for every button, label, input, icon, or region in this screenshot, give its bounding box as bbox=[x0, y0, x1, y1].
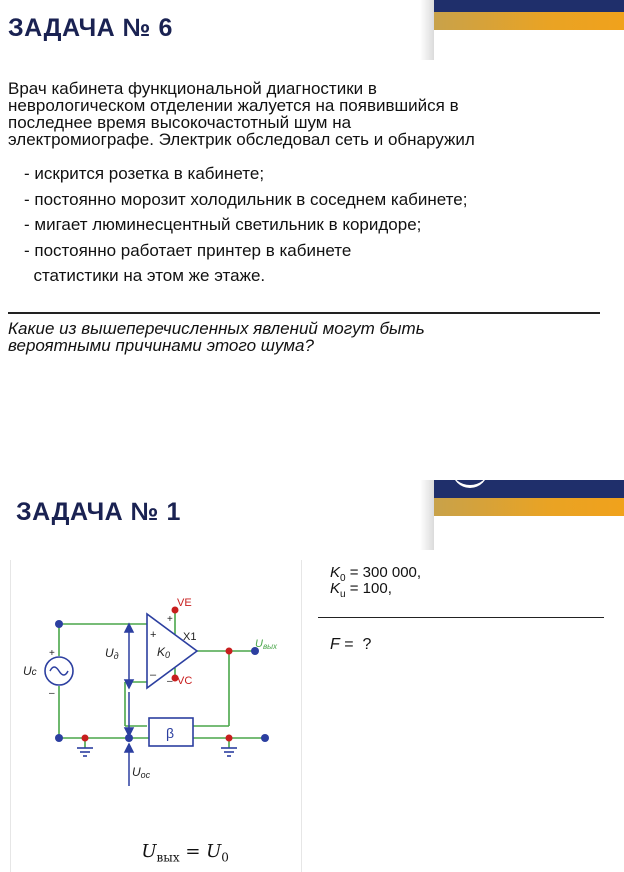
formula-rhs-symbol: U bbox=[206, 841, 222, 862]
uos-subscript: ос bbox=[140, 770, 151, 780]
list-item: - искрится розетка в кабинете; bbox=[24, 164, 265, 183]
svg-text:Uд bbox=[105, 646, 119, 661]
given-divider bbox=[318, 617, 604, 618]
paragraph-line: электромиографе. Электрик обследовал сеть и обнаружил bbox=[8, 130, 475, 149]
uvyx-symbol: U bbox=[255, 638, 263, 650]
paragraph-line: Врач кабинета функциональной диагностики в bbox=[8, 79, 377, 98]
ud-symbol: U bbox=[105, 646, 114, 660]
list-item: - постоянно работает принтер в кабинете bbox=[24, 241, 352, 260]
k0-value: = 300 000, bbox=[345, 564, 422, 581]
paragraph-line: неврологическом отделении жалуется на появившийся в bbox=[8, 96, 459, 115]
svg-text:Uос bbox=[132, 765, 151, 780]
circuit-panel bbox=[10, 560, 302, 872]
divider-line bbox=[8, 312, 600, 314]
beta-label: β bbox=[166, 725, 175, 741]
ud-subscript: д bbox=[113, 651, 119, 661]
ku-subscript: u bbox=[340, 589, 346, 600]
ku-symbol: K bbox=[330, 580, 341, 597]
formula-lhs-symbol: U bbox=[141, 841, 157, 862]
svg-text:Uc bbox=[23, 664, 37, 678]
slide-title: ЗАДАЧА № 6 bbox=[8, 14, 173, 42]
uc-symbol: U bbox=[23, 664, 32, 678]
source-minus: – bbox=[49, 688, 55, 699]
slide-title: ЗАДАЧА № 1 bbox=[16, 498, 181, 526]
list-item: - мигает люминесцентный светильник в коридоре; bbox=[24, 215, 422, 234]
formula-lhs-subscript: вых bbox=[156, 850, 180, 865]
list-item: - постоянно морозит холодильник в соседнем кабинете; bbox=[24, 190, 468, 209]
ve-plus: + bbox=[167, 614, 173, 625]
header-banner bbox=[434, 0, 624, 30]
ve-label: VE bbox=[177, 597, 192, 609]
question-text bbox=[8, 320, 568, 354]
ku-value: = 100, bbox=[345, 580, 392, 597]
paragraph-line: последнее время высокочастотный шум на bbox=[8, 113, 352, 132]
problem-paragraph bbox=[8, 80, 608, 148]
uc-subscript: c bbox=[31, 667, 37, 678]
uos-symbol: U bbox=[132, 765, 141, 779]
list-item: статистики на этом же этаже. bbox=[24, 266, 266, 285]
k-subscript: 0 bbox=[165, 650, 171, 660]
k0-symbol: K bbox=[330, 564, 341, 581]
formula-rhs-subscript: 0 bbox=[221, 850, 229, 865]
svg-text:Uвых bbox=[255, 638, 278, 651]
opamp-plus: + bbox=[150, 629, 157, 641]
question-line: Какие из вышеперечисленных явлений могут быть bbox=[8, 319, 425, 338]
opamp-minus: – bbox=[150, 669, 157, 681]
uvyx-subscript: вых bbox=[262, 642, 278, 651]
x1-label: X1 bbox=[183, 631, 197, 643]
output-formula bbox=[107, 820, 229, 872]
vc-label: VC bbox=[177, 675, 193, 687]
f-value: = ? bbox=[339, 636, 372, 653]
slide-task-1 bbox=[0, 436, 624, 872]
vc-minus: – bbox=[167, 676, 173, 687]
source-plus: + bbox=[49, 648, 55, 659]
find-f bbox=[330, 636, 371, 654]
given-ku bbox=[330, 580, 392, 600]
k-symbol: K bbox=[157, 645, 166, 659]
f-symbol: F bbox=[330, 636, 340, 653]
formula-equals: = bbox=[179, 841, 207, 862]
k0-subscript: 0 bbox=[340, 573, 346, 584]
question-line: вероятными причинами этого шума? bbox=[8, 336, 314, 355]
